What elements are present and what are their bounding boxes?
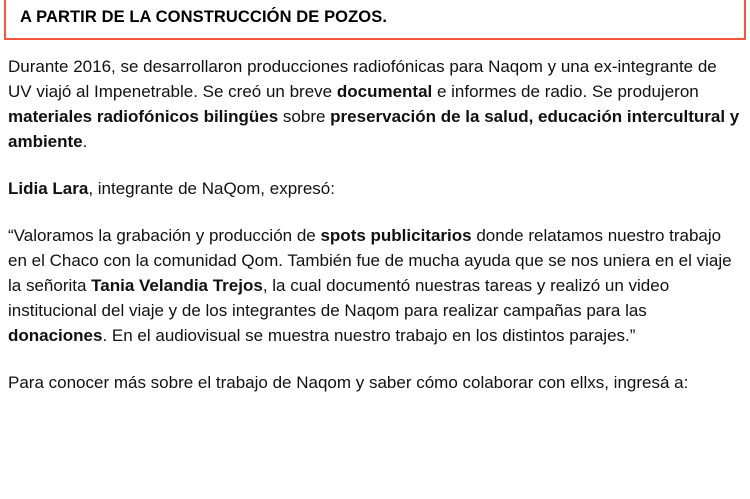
paragraph-lidia-lara: Lidia Lara, integrante de NaQom, expresó: xyxy=(8,179,335,198)
paragraph-produccion-2016: Durante 2016, se desarrollaron producciones radiofónicas para Naqom y una ex-integrante de UV viajó al Impenetrable. Se creó un breve documental e informes de radio. Se produjeron materiales radiofónicos bilingües sobre preservación de la salud, educación intercultural y ambiente. xyxy=(8,57,740,151)
emphasis-text: preservación de la salud, educación intercultural y ambiente xyxy=(8,107,740,151)
emphasis-text: materiales radiofónicos bilingües xyxy=(8,107,279,126)
page-title: A PARTIR DE LA CONSTRUCCIÓN DE POZOS. xyxy=(20,8,388,27)
highlighted-heading-box xyxy=(4,0,746,40)
emphasis-text: spots publicitarios xyxy=(320,226,472,245)
emphasis-text: Tania Velandia Trejos xyxy=(91,276,263,295)
paragraph-testimonio: “Valoramos la grabación y producción de spots publicitarios donde relatamos nuestro trabajo en el Chaco con la comunidad Qom. También fue de mucha ayuda que se nos uniera en el viaje la señorita Tania Velandia Trejos, la cual documentó nuestras tareas y realizó un video institucional del viaje y de los integrantes de Naqom para realizar campañas para las donaciones. En el audiovisual se muestra nuestro trabajo en los distintos parajes.” xyxy=(8,226,732,345)
emphasis-text: documental xyxy=(336,82,433,101)
emphasis-text: donaciones xyxy=(8,326,103,345)
emphasis-text: Lidia Lara xyxy=(8,179,89,198)
paragraph-colaborar: Para conocer más sobre el trabajo de Naqom y saber cómo colaborar con ellxs, ingresá a: xyxy=(8,373,689,392)
document-body xyxy=(0,40,750,395)
